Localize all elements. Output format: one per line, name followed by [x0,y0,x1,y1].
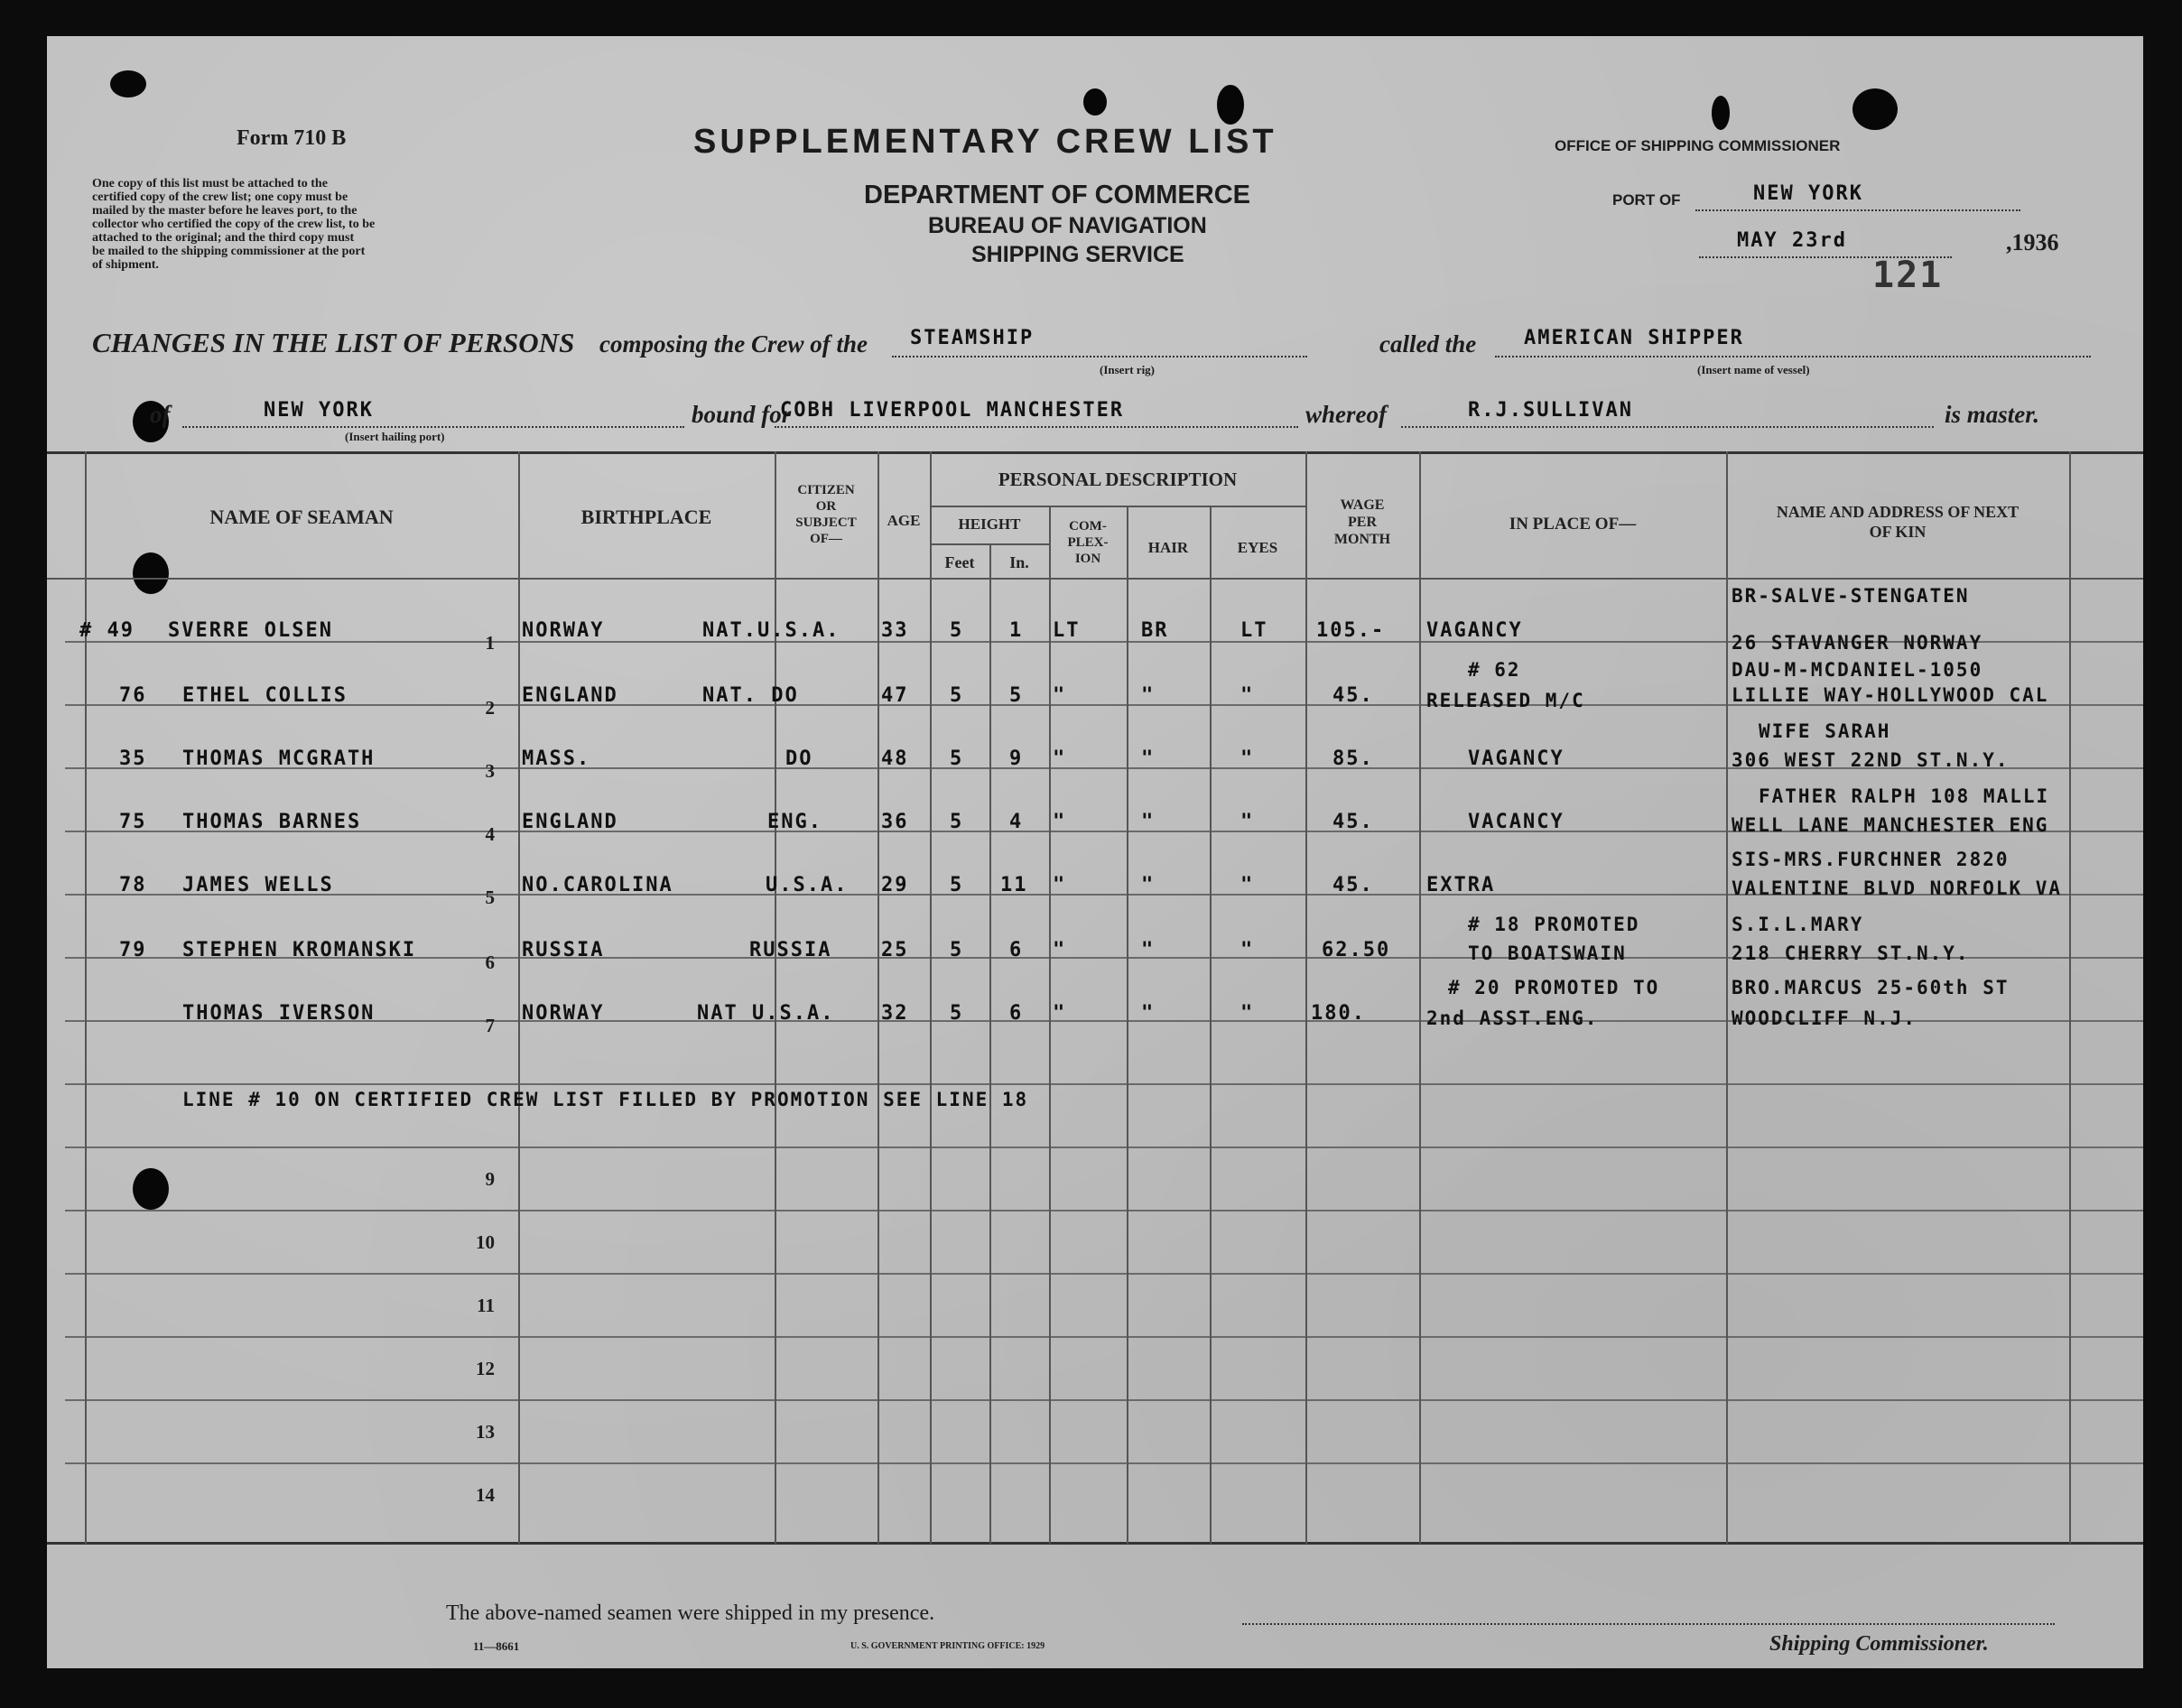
seaman-name: STEPHEN KROMANSKI [182,939,417,961]
punch-hole [1712,96,1730,130]
in-place-of: # 20 PROMOTED TO [1448,977,1660,998]
age: 33 [881,619,909,642]
next-of-kin: SIS-MRS.FURCHNER 2820 [1732,849,2010,870]
personal-subline [932,506,1305,507]
seaman-number: 76 [119,684,147,707]
line-number: 10 [476,1231,495,1253]
age: 32 [881,1002,909,1025]
col-line [1049,506,1051,1544]
header-line: NAME AND ADDRESS OF NEXT [1776,503,2020,521]
eyes: " [1240,747,1255,770]
eyes: " [1240,874,1255,896]
port-of-underline [1695,209,2020,211]
changes-label: CHANGES IN THE LIST OF PERSONS [92,327,575,358]
col-header-feet: Feet [944,553,975,571]
col-header-inches: In. [1009,553,1029,571]
col-header-hair: HAIR [1147,539,1189,556]
port-of-value: NEW YORK [1753,182,1863,205]
line-number: 3 [485,760,495,782]
vessel-underline [1495,356,2091,357]
line-number: 9 [485,1168,495,1190]
height-feet: 5 [950,684,964,707]
line-number: 6 [485,951,495,973]
bound-value: COBH LIVERPOOL MANCHESTER [780,399,1125,422]
year: ,1936 [2006,229,2059,255]
in-place-of: # 62 [1468,659,1521,681]
wage: 45. [1332,874,1374,896]
line-number: 7 [485,1015,495,1036]
citizen: ENG. [767,811,822,833]
composing-label: composing the Crew of the [599,330,868,357]
complexion: " [1053,684,1067,707]
eyes: " [1240,684,1255,707]
col-header-age: AGE [887,512,921,529]
height-inches: 5 [1009,684,1024,707]
form-instructions [92,177,562,272]
birthplace: RUSSIA [522,939,605,961]
header-line: OR [815,499,837,514]
header-line: OF— [810,532,842,546]
next-of-kin: 306 WEST 22ND ST.N.Y. [1732,749,2010,771]
header-line: OF KIN [1869,523,1927,541]
seaman-name: THOMAS IVERSON [182,1002,376,1025]
next-of-kin: LILLIE WAY-HOLLYWOOD CAL [1732,684,2049,706]
complexion: " [1053,747,1067,770]
complexion: " [1053,811,1067,833]
next-of-kin: VALENTINE BLVD NORFOLK VA [1732,877,2063,899]
rig-underline [892,356,1307,357]
in-place-of: RELEASED M/C [1426,690,1585,711]
height-inches: 1 [1009,619,1024,642]
instruction-line: of shipment. [92,258,159,272]
col-line [518,451,520,1544]
form-number: Form 710 B [237,126,347,150]
instruction-line: One copy of this list must be attached to the [92,177,328,190]
age: 48 [881,747,909,770]
col-line [2069,451,2071,1544]
seaman-number: 75 [119,811,147,833]
instruction-line: mailed by the master before he leaves port, to the [92,204,357,218]
line-number: 1 [485,632,495,654]
next-of-kin: WELL LANE MANCHESTER ENG [1732,814,2049,836]
col-header-eyes: EYES [1237,539,1278,556]
seaman-name: SVERRE OLSEN [168,619,333,642]
line-number: 12 [476,1358,495,1379]
height-feet: 5 [950,619,964,642]
age: 25 [881,939,909,961]
in-place-of: 2nd ASST.ENG. [1426,1007,1599,1029]
next-of-kin: S.I.L.MARY [1732,914,1864,935]
height-feet: 5 [950,1002,964,1025]
wage: 180. [1311,1002,1366,1025]
seaman-name: THOMAS BARNES [182,811,362,833]
row-line [65,1273,2143,1275]
wage: 85. [1332,747,1374,770]
stamp-number: 121 [1872,255,1944,296]
in-place-of: # 18 PROMOTED [1468,914,1640,935]
birthplace: ENGLAND [522,684,618,707]
citizen: RUSSIA [749,939,832,961]
birthplace: ENGLAND [522,811,618,833]
instruction-line: collector who certified the copy of the crew list, to be [92,218,376,231]
next-of-kin: FATHER RALPH 108 MALLI [1759,785,2050,807]
vessel-value: AMERICAN SHIPPER [1524,327,1744,349]
row-line [65,1462,2143,1464]
service: SHIPPING SERVICE [971,242,1184,267]
next-of-kin: WOODCLIFF N.J. [1732,1007,1917,1029]
col-line [1210,506,1212,1544]
bound-label: bound for [692,401,792,428]
in-place-of: EXTRA [1426,874,1496,896]
col-header-birthplace: BIRTHPLACE [580,506,712,528]
eyes: " [1240,811,1255,833]
instruction-line: be mailed to the shipping commissioner at the port [92,245,366,258]
note-line: LINE # 10 ON CERTIFIED CREW LIST FILLED BY PROMOTION SEE LINE 18 [182,1089,1029,1110]
complexion: " [1053,1002,1067,1025]
col-line [1726,451,1728,1544]
birthplace: NORWAY [522,619,605,642]
in-place-of: VAGANCY [1468,747,1565,770]
col-header-citizen [775,482,877,547]
instruction-line: certified copy of the crew list; one copy must be [92,190,348,204]
called-label: called the [1379,330,1477,357]
col-header-wage [1305,497,1419,548]
row-line [65,1336,2143,1338]
age: 47 [881,684,909,707]
table-bottom-border [47,1542,2143,1545]
age: 36 [881,811,909,833]
height-inches: 6 [1009,939,1024,961]
next-of-kin: BRO.MARCUS 25-60th ST [1732,977,2010,998]
complexion: " [1053,939,1067,961]
hair: " [1141,874,1156,896]
citizen: DO [785,747,813,770]
instruction-line: attached to the original; and the third copy must [92,231,355,245]
header-line: SUBJECT [795,515,857,530]
col-header-kin [1726,502,2069,542]
seaman-name: ETHEL COLLIS [182,684,348,707]
header-line: PLEX- [1067,535,1109,550]
complexion: " [1053,874,1067,896]
punch-hole [133,552,169,594]
height-inches: 6 [1009,1002,1024,1025]
wage: 62.50 [1322,939,1391,961]
department: DEPARTMENT OF COMMERCE [864,181,1251,209]
line-number: 13 [476,1421,495,1443]
punch-hole [1852,88,1898,130]
hair: " [1141,939,1156,961]
citizen: NAT.U.S.A. [702,619,840,642]
col-line [930,451,932,1544]
col-line [775,451,776,1544]
birthplace: MASS. [522,747,591,770]
header-line: ION [1074,552,1101,566]
bound-underline [775,426,1298,428]
shipping-commissioner-label: Shipping Commissioner. [1769,1632,1989,1656]
vessel-hint: (Insert name of vessel) [1697,363,1810,376]
col-line [1305,451,1307,1544]
seaman-number: 79 [119,939,147,961]
port-underline [182,426,684,428]
col-line [877,451,879,1544]
signature-line [1242,1623,2055,1625]
height-feet: 5 [950,811,964,833]
port-of-label: PORT OF [1612,191,1681,209]
height-inches: 4 [1009,811,1024,833]
next-of-kin: 26 STAVANGER NORWAY [1732,632,1983,654]
printer-imprint: U. S. GOVERNMENT PRINTING OFFICE: 1929 [850,1641,1045,1651]
seaman-number: 35 [119,747,147,770]
document-page [47,36,2143,1668]
col-line [989,543,991,1544]
header-line: COM- [1069,519,1107,534]
wage: 45. [1332,811,1374,833]
wage: 45. [1332,684,1374,707]
in-place-of: VAGANCY [1426,619,1523,642]
master-underline [1401,426,1934,428]
hair: " [1141,1002,1156,1025]
header-line: CITIZEN [797,483,855,497]
hair: " [1141,684,1156,707]
next-of-kin: 218 CHERRY ST.N.Y. [1732,942,1970,964]
line-number: 4 [485,823,495,845]
form-code: 11—8661 [473,1639,520,1653]
height-feet: 5 [950,874,964,896]
hair: " [1141,811,1156,833]
punch-hole [1217,85,1244,125]
shipped-statement: The above-named seamen were shipped in my presence. [446,1601,935,1625]
birthplace: NO.CAROLINA [522,874,673,896]
row-line [65,1146,2143,1148]
punch-hole [133,1168,169,1210]
line-number: 14 [476,1484,495,1506]
height-feet: 5 [950,939,964,961]
seaman-number: # 49 [79,619,135,642]
line-number: 5 [485,886,495,908]
port-hint: (Insert hailing port) [345,430,445,443]
in-place-of: TO BOATSWAIN [1468,942,1627,964]
office-label: OFFICE OF SHIPPING COMMISSIONER [1555,137,1841,154]
height-inches: 11 [1000,874,1028,896]
height-feet: 5 [950,747,964,770]
wage: 105.- [1316,619,1386,642]
rig-hint: (Insert rig) [1100,363,1156,376]
rig-value: STEAMSHIP [910,327,1035,349]
punch-hole [1083,88,1107,116]
col-header-name: NAME OF SEAMAN [209,506,394,528]
header-line: PER [1348,515,1377,530]
hair: BR [1141,619,1169,642]
col-line [85,451,87,1544]
height-inches: 9 [1009,747,1024,770]
col-line [1419,451,1421,1544]
row-line [65,1083,2143,1085]
age: 29 [881,874,909,896]
citizen: NAT. DO [702,684,799,707]
date-value: MAY 23rd [1737,229,1847,252]
header-line: MONTH [1333,532,1391,547]
table-top-border [47,451,2143,454]
col-header-complexion [1049,518,1127,567]
row-line [65,1399,2143,1401]
line-number: 11 [477,1295,495,1316]
bureau: BUREAU OF NAVIGATION [928,213,1207,238]
eyes: LT [1240,619,1268,642]
in-place-of: VACANCY [1468,811,1565,833]
seaman-number: 78 [119,874,147,896]
line-number: 2 [485,697,495,719]
seaman-name: JAMES WELLS [182,874,334,896]
eyes: " [1240,1002,1255,1025]
citizen: U.S.A. [766,874,849,896]
eyes: " [1240,939,1255,961]
header-bottom-line [47,578,2143,580]
col-line [1127,506,1128,1544]
row-line [65,1210,2143,1211]
whereof-label: whereof [1305,401,1387,428]
home-port-value: NEW YORK [264,399,374,422]
master-value: R.J.SULLIVAN [1468,399,1633,422]
citizen: NAT U.S.A. [697,1002,835,1025]
next-of-kin: DAU-M-MCDANIEL-1050 [1732,659,1983,681]
col-header-personal: PERSONAL DESCRIPTION [998,469,1238,490]
birthplace: NORWAY [522,1002,605,1025]
of-label: of [150,401,171,428]
next-of-kin: WIFE SARAH [1759,720,1891,742]
complexion: LT [1053,619,1081,642]
col-header-in-place: IN PLACE OF— [1509,515,1637,534]
master-label: is master. [1945,401,2040,428]
col-header-height: HEIGHT [958,515,1021,533]
hair: " [1141,747,1156,770]
next-of-kin: BR-SALVE-STENGATEN [1732,585,1970,607]
page-title: SUPPLEMENTARY CREW LIST [693,123,1277,161]
header-line: WAGE [1340,497,1385,513]
seaman-name: THOMAS MCGRATH [182,747,376,770]
punch-hole [110,70,146,97]
